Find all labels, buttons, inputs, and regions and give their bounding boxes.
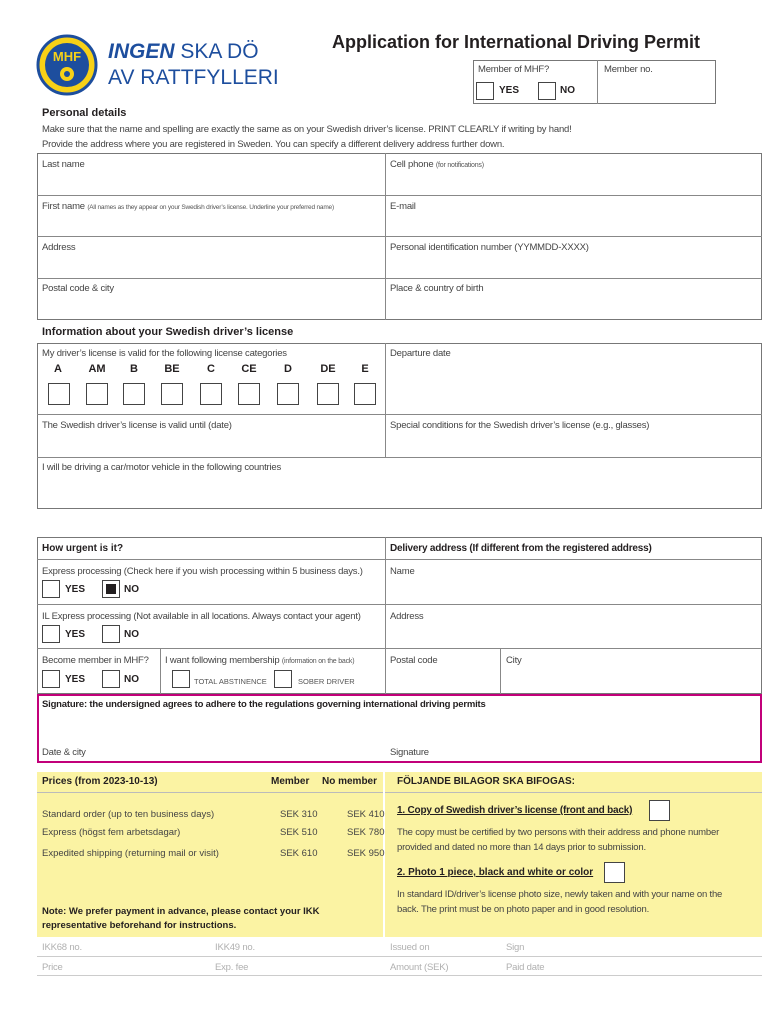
category-checkbox[interactable] — [354, 383, 376, 405]
express-no-label: NO — [124, 584, 139, 595]
office-sign: Sign — [506, 942, 525, 953]
attachment-1-title: 1. Copy of Swedish driver’s license (front and back) — [397, 805, 633, 816]
delivery-city-field[interactable]: City — [506, 655, 522, 666]
delivery-heading: Delivery address (If different from the registered address) — [390, 543, 652, 554]
license-categories-label: My driver’s license is valid for the following license categories — [42, 348, 287, 359]
prices-col-member: Member — [271, 776, 310, 787]
price-express-nonmember: SEK 780 — [347, 827, 385, 838]
attachment-2-checkbox[interactable] — [604, 862, 625, 883]
prices-heading: Prices (from 2023-10-13) — [42, 776, 158, 787]
last-name-field[interactable]: Last name — [42, 159, 85, 170]
total-abstinence-label: TOTAL ABSTINENCE — [194, 677, 267, 686]
office-exp-fee: Exp. fee — [215, 962, 249, 973]
office-issued-on: Issued on — [390, 942, 430, 953]
express-yes-checkbox[interactable] — [42, 580, 60, 598]
price-expedited-member: SEK 610 — [280, 848, 318, 859]
attachments-heading: FÖLJANDE BILAGOR SKA BIFOGAS: — [397, 776, 575, 787]
logo-text-ska-do: SKA DÖ — [180, 40, 259, 63]
category-label: E — [361, 363, 369, 375]
signature-heading: Signature: the undersigned agrees to adhere to the regulations governing international driving permits — [42, 699, 486, 710]
personal-details-heading: Personal details — [42, 107, 127, 119]
become-member-label: Become member in MHF? — [42, 655, 149, 666]
price-standard-member: SEK 310 — [280, 809, 318, 820]
category-checkbox[interactable] — [238, 383, 260, 405]
first-name-field[interactable] — [42, 201, 334, 212]
payment-note: Note: We prefer payment in advance, please contact your IKK representative beforehand for instructions. — [42, 906, 320, 931]
category-label: CE — [241, 363, 257, 375]
license-valid-until-field[interactable]: The Swedish driver’s license is valid until (date) — [42, 420, 232, 431]
office-ikk49: IKK49 no. — [215, 942, 255, 953]
attachment-1-checkbox[interactable] — [649, 800, 670, 821]
category-checkbox[interactable] — [200, 383, 222, 405]
il-express-no-label: NO — [124, 629, 139, 640]
logo-text-ingen: INGEN — [108, 40, 175, 63]
category-checkbox[interactable] — [123, 383, 145, 405]
il-express-yes-checkbox[interactable] — [42, 625, 60, 643]
logo-text-line2: AV RATTFYLLERI — [108, 66, 279, 89]
price-expedited-nonmember: SEK 950 — [347, 848, 385, 859]
il-express-no-checkbox[interactable] — [102, 625, 120, 643]
category-label: C — [207, 363, 215, 375]
price-row-expedited: Expedited shipping (returning mail or visit) — [42, 848, 219, 859]
member-no-checkbox[interactable] — [538, 82, 556, 100]
price-row-standard: Standard order (up to ten business days) — [42, 809, 215, 820]
category-label: DE — [320, 363, 336, 375]
cell-phone-note: (for notifications) — [435, 162, 484, 169]
member-yes-label: YES — [499, 85, 520, 96]
category-checkbox[interactable] — [277, 383, 299, 405]
membership-label-text: I want following membership — [165, 655, 280, 666]
express-yes-label: YES — [65, 584, 86, 595]
price-express-member: SEK 510 — [280, 827, 318, 838]
attachment-2-title: 2. Photo 1 piece, black and white or color — [397, 867, 594, 878]
category-checkbox[interactable] — [161, 383, 183, 405]
date-city-field[interactable]: Date & city — [42, 747, 86, 758]
form-title: Application for International Driving Permit — [332, 32, 701, 52]
membership-note: (information on the back) — [281, 658, 355, 665]
attachment-2-text: In standard ID/driver’s license photo size, newly taken and with your name on the back. The print must be on photo paper and in good resolution. — [397, 889, 723, 915]
category-label: D — [284, 363, 292, 375]
delivery-name-field[interactable]: Name — [390, 566, 415, 577]
office-ikk68: IKK68 no. — [42, 942, 82, 953]
become-member-yes-label: YES — [65, 674, 86, 685]
price-standard-nonmember: SEK 410 — [347, 809, 385, 820]
category-label: AM — [88, 363, 106, 375]
total-abstinence-checkbox[interactable] — [172, 670, 190, 688]
urgency-heading: How urgent is it? — [42, 543, 124, 554]
il-express-label: IL Express processing (Not available in all locations. Always contact your agent) — [42, 611, 361, 622]
email-field[interactable]: E-mail — [390, 201, 416, 212]
membership-label — [165, 655, 354, 666]
category-checkbox[interactable] — [317, 383, 339, 405]
become-member-no-label: NO — [124, 674, 139, 685]
member-no-label: NO — [560, 85, 575, 96]
departure-date-field[interactable]: Departure date — [390, 348, 451, 359]
mhf-emblem-icon — [36, 34, 98, 96]
member-yes-checkbox[interactable] — [476, 82, 494, 100]
member-number-field[interactable]: Member no. — [604, 64, 653, 75]
postal-city-field[interactable]: Postal code & city — [42, 283, 114, 294]
special-conditions-field[interactable]: Special conditions for the Swedish driver’s license (e.g., glasses) — [390, 420, 650, 431]
sober-driver-label: SOBER DRIVER — [298, 677, 355, 686]
cell-phone-field[interactable] — [390, 159, 484, 170]
member-question-label: Member of MHF? — [478, 64, 550, 75]
first-name-note: (All names as they appear on your Swedish driver’s license. Underline your preferred name) — [87, 204, 334, 211]
office-paid-date: Paid date — [506, 962, 545, 973]
personal-id-field[interactable]: Personal identification number (YYMMDD-XXXX) — [390, 242, 589, 253]
license-heading: Information about your Swedish driver’s license — [42, 326, 294, 338]
price-row-express: Express (högst fem arbetsdagar) — [42, 827, 181, 838]
express-label: Express processing (Check here if you wish processing within 5 business days.) — [42, 566, 363, 577]
category-label: BE — [164, 363, 180, 375]
address-field[interactable]: Address — [42, 242, 76, 253]
personal-instruction-1: Make sure that the name and spelling are exactly the same as on your Swedish driver’s license. PRINT CLEARLY if writing by hand! — [42, 124, 572, 135]
category-checkbox[interactable] — [86, 383, 108, 405]
first-name-label: First name — [42, 201, 85, 212]
birthplace-field[interactable]: Place & country of birth — [390, 283, 484, 294]
become-member-no-checkbox[interactable] — [102, 670, 120, 688]
category-label: A — [54, 363, 62, 375]
office-price: Price — [42, 962, 63, 973]
sober-driver-checkbox[interactable] — [274, 670, 292, 688]
countries-field[interactable]: I will be driving a car/motor vehicle in the following countries — [42, 462, 282, 473]
il-express-yes-label: YES — [65, 629, 86, 640]
delivery-postal-code-field[interactable]: Postal code — [390, 655, 438, 666]
prices-col-nonmember: No member — [322, 776, 378, 787]
delivery-address-field[interactable]: Address — [390, 611, 424, 622]
attachment-1-text: The copy must be certified by two persons with their address and phone number provided and dated no more than 14 days prior to submission. — [397, 827, 720, 853]
cell-phone-label: Cell phone — [390, 159, 434, 170]
logo — [36, 34, 279, 96]
become-member-yes-checkbox[interactable] — [42, 670, 60, 688]
personal-instruction-2: Provide the address where you are registered in Sweden. You can specify a different delivery address further down. — [42, 139, 505, 150]
signature-field[interactable]: Signature — [390, 747, 429, 758]
category-checkbox[interactable] — [48, 383, 70, 405]
svg-text:MHF: MHF — [52, 49, 82, 64]
express-no-checkbox[interactable] — [102, 580, 120, 598]
category-label: B — [130, 363, 138, 375]
office-amount: Amount (SEK) — [390, 962, 449, 973]
